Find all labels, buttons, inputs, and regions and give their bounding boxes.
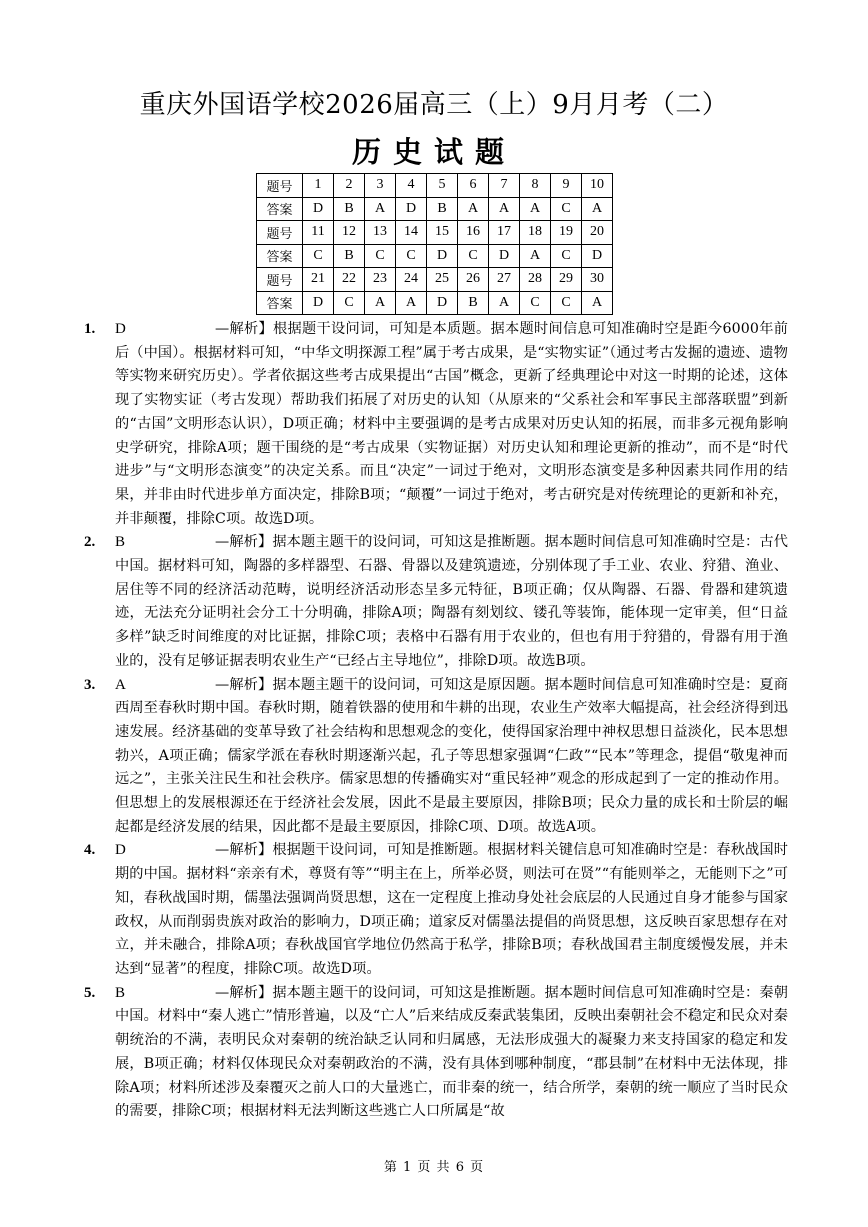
page-footer: 第 1 页 共 6 页 [383, 1160, 485, 1175]
answer-cell: A [396, 291, 427, 315]
answer-cell: C [365, 244, 396, 268]
question-number-cell: 2 [334, 174, 365, 198]
question-number-cell: 9 [551, 174, 582, 198]
question-number-cell: 11 [303, 221, 334, 245]
answer-cell: C [551, 291, 582, 315]
answer-cell: B [458, 291, 489, 315]
answer-cell: A [582, 291, 613, 315]
question-number-cell: 15 [427, 221, 458, 245]
analysis-body: 根据题干设问词，可知是推断题。根据材料关键信息可知准确时空是：春秋战国时期的中国。据材料“亲亲有术，尊贤有等”“明主在上，所举必贤，则法可在贤”“有能则举之，无能则下之”可知，春秋战国时期，儒墨法强调尚贤思想，这在一定程度上推动身处社会底层的人民通过自身才能参与国家政权，从而削弱贵族对政治的影响力，D项正确；道家反对儒墨法提倡的尚贤思想，这反映百家思想存在对立，并未融合，排除A项；春秋战国官学地位仍然高于私学，排除B项；春秋战国君主制度缓慢发展，并未达到“显著”的程度，排除C项。故选D项。 [115, 842, 788, 977]
answer-cell: B [427, 197, 458, 221]
answer-row-header: 答案 [257, 197, 303, 221]
answer-cell: C [520, 291, 551, 315]
answer-row-header: 答案 [257, 291, 303, 315]
explanation-item [84, 839, 788, 981]
question-number-cell: 25 [427, 268, 458, 292]
explanation-text [115, 839, 788, 981]
answer-cell: A [520, 197, 551, 221]
answer-cell: C [551, 244, 582, 268]
answer-row-header: 答案 [257, 244, 303, 268]
question-number-cell: 30 [582, 268, 613, 292]
analysis-tag: —解析】 [215, 676, 273, 693]
question-number-row-header: 题号 [257, 268, 303, 292]
question-number-cell: 16 [458, 221, 489, 245]
explanation-item [84, 531, 788, 673]
question-number-cell: 13 [365, 221, 396, 245]
explanation-item [84, 982, 788, 1124]
analysis-body: 据本题主题干的设问词，可知这是推断题。据本题时间信息可知准确时空是：古代中国。据材料可知，陶器的多样器型、石器、骨器以及建筑遗迹，分别体现了手工业、农业、狩猎、渔业、居住等不同的经济活动范畴，说明经济活动形态呈多元特征，B项正确；仅从陶器、石器、骨器和建筑遗迹，无法充分证明社会分工十分明确，排除A项；陶器有刻划纹、镂孔等装饰，能体现一定审美，但“日益多样”缺乏时间维度的对比证据，排除C项；表格中石器有用于农业的，但也有用于狩猎的，骨器有用于渔业的，没有足够证据表明农业生产“已经占主导地位”，排除D项。故选B项。 [115, 534, 788, 669]
answer-cell: B [334, 244, 365, 268]
question-number-cell: 24 [396, 268, 427, 292]
question-number-cell: 5 [427, 174, 458, 198]
explanation-text [115, 318, 788, 531]
analysis-tag: —解析】 [215, 534, 273, 551]
answer-cell: C [396, 244, 427, 268]
answer-cell: C [458, 244, 489, 268]
question-number-cell: 23 [365, 268, 396, 292]
explanations [84, 318, 788, 1124]
question-number: 1. [84, 321, 96, 337]
analysis-body: 据本题主题干的设问词，可知这是推断题。据本题时间信息可知准确时空是：秦朝中国。材料中“秦人逃亡”情形普遍，以及“亡人”后来结成反秦武装集团，反映出秦朝社会不稳定和民众对秦朝统治的不满，表明民众对秦朝的统治缺乏认同和归属感，无法形成强大的凝聚力来支持国家的稳定和发展，B项正确；材料仅体现民众对秦朝政治的不满，没有具体到哪种制度，“郡县制”在材料中无法体现，排除A项；材料所述涉及秦覆灭之前人口的大量逃亡，而非秦的统一，结合所学，秦朝的统一顺应了当时民众的需要，排除C项；根据材料无法判断这些逃亡人口所属是“故 [115, 984, 788, 1120]
answer-letter: B [115, 984, 126, 1001]
question-number-cell: 8 [520, 174, 551, 198]
question-number-row [257, 221, 613, 245]
question-number-cell: 14 [396, 221, 427, 245]
answer-row [257, 291, 613, 315]
explanation-text [115, 531, 788, 673]
explanation-item [84, 318, 788, 531]
question-number-cell: 4 [396, 174, 427, 198]
answer-cell: D [427, 291, 458, 315]
analysis-body: 据本题主题干的设问词，可知这是原因题。据本题时间信息可知准确时空是：夏商西周至春秋时期中国。春秋时期，随着铁器的使用和牛耕的出现，农业生产效率大幅提高，社会经济得到迅速发展。经济基础的变革导致了社会结构和思想观念的变化，使得国家治理中神权思想日益淡化，民本思想勃兴，A项正确；儒家学派在春秋时期逐渐兴起，孔子等思想家强调“仁政”“民本”等理念，提倡“敬鬼神而远之”，主张关注民生和社会秩序。儒家思想的传播确实对“重民轻神”观念的形成起到了一定的推动作用。但思想上的发展根源还在于经济社会发展，因此不是最主要原因，排除B项；民众力量的成长和士阶层的崛起都是经济发展的结果，因此都不是最主要原因，排除C项、D项。故选A项。 [115, 676, 788, 835]
answer-cell: A [458, 197, 489, 221]
exam-title: 重庆外国语学校2026届高三（上）9月月考（二） [139, 90, 729, 120]
question-number-cell: 22 [334, 268, 365, 292]
answer-letter: B [115, 534, 126, 551]
answer-cell: A [365, 197, 396, 221]
explanation-text [115, 982, 788, 1124]
answer-cell: A [489, 197, 520, 221]
analysis-tag: —解析】 [215, 984, 273, 1001]
question-number-cell: 29 [551, 268, 582, 292]
question-number-cell: 20 [582, 221, 613, 245]
answer-cell: A [582, 197, 613, 221]
question-number-cell: 1 [303, 174, 334, 198]
question-number-cell: 10 [582, 174, 613, 198]
question-number-cell: 7 [489, 174, 520, 198]
question-number-row [257, 174, 613, 198]
question-number: 4. [84, 842, 96, 859]
answer-cell: D [489, 244, 520, 268]
answer-cell: C [551, 197, 582, 221]
question-number-cell: 21 [303, 268, 334, 292]
subject-title: 历史试题 [351, 135, 516, 169]
answer-letter: A [115, 676, 126, 693]
answer-table [256, 173, 613, 315]
question-number: 5. [84, 984, 96, 1001]
question-number-row [257, 268, 613, 292]
answer-cell: C [334, 291, 365, 315]
answer-row [257, 244, 613, 268]
answer-cell: D [303, 197, 334, 221]
answer-cell: A [520, 244, 551, 268]
question-number-cell: 6 [458, 174, 489, 198]
answer-cell: A [365, 291, 396, 315]
answer-cell: B [334, 197, 365, 221]
question-number-cell: 19 [551, 221, 582, 245]
answer-cell: D [303, 291, 334, 315]
explanation-item [84, 674, 788, 840]
explanation-text [115, 674, 788, 840]
question-number-cell: 18 [520, 221, 551, 245]
question-number-row-header: 题号 [257, 174, 303, 198]
analysis-tag: —解析】 [215, 842, 273, 859]
question-number: 2. [84, 534, 96, 551]
answer-cell: D [396, 197, 427, 221]
answer-cell: A [489, 291, 520, 315]
analysis-body: 根据题干设问词，可知是本质题。据本题时间信息可知准确时空是距今6000年前后（中国）。根据材料可知，“中华文明探源工程”属于考古成果，是“实物实证”（通过考古发掘的遗迹、遗物等实物来研究历史）。学者依据这些考古成果提出“古国”概念，更新了经典理论中对这一时期的论述，这体现了实物实证（考古发现）帮助我们拓展了对历史的认知（从原来的“父系社会和军事民主部落联盟”到新的“古国”文明形态认识），D项正确；材料中主要强调的是考古成果对历史认知的拓展，而非多元视角影响史学研究，排除A项；题干围绕的是“考古成果（实物证据）对历史认知和理论更新的推动”，而不是“时代进步”与“文明形态演变”的决定关系。而且“决定”一词过于绝对，文明形态演变是多种因素共同作用的结果，并非由时代进步单方面决定，排除B项；“颠覆”一词过于绝对，考古研究是对传统理论的更新和补充，并非颠覆，排除C项。故选D项。 [115, 321, 788, 527]
answer-letter: D [115, 842, 126, 859]
question-number-cell: 27 [489, 268, 520, 292]
answer-cell: D [427, 244, 458, 268]
question-number-cell: 3 [365, 174, 396, 198]
question-number: 3. [84, 676, 96, 693]
answer-letter: D [115, 321, 126, 337]
answer-cell: D [582, 244, 613, 268]
question-number-row-header: 题号 [257, 221, 303, 245]
question-number-cell: 26 [458, 268, 489, 292]
question-number-cell: 17 [489, 221, 520, 245]
answer-row [257, 197, 613, 221]
analysis-tag: —解析】 [215, 321, 273, 337]
question-number-cell: 12 [334, 221, 365, 245]
question-number-cell: 28 [520, 268, 551, 292]
answer-cell: C [303, 244, 334, 268]
